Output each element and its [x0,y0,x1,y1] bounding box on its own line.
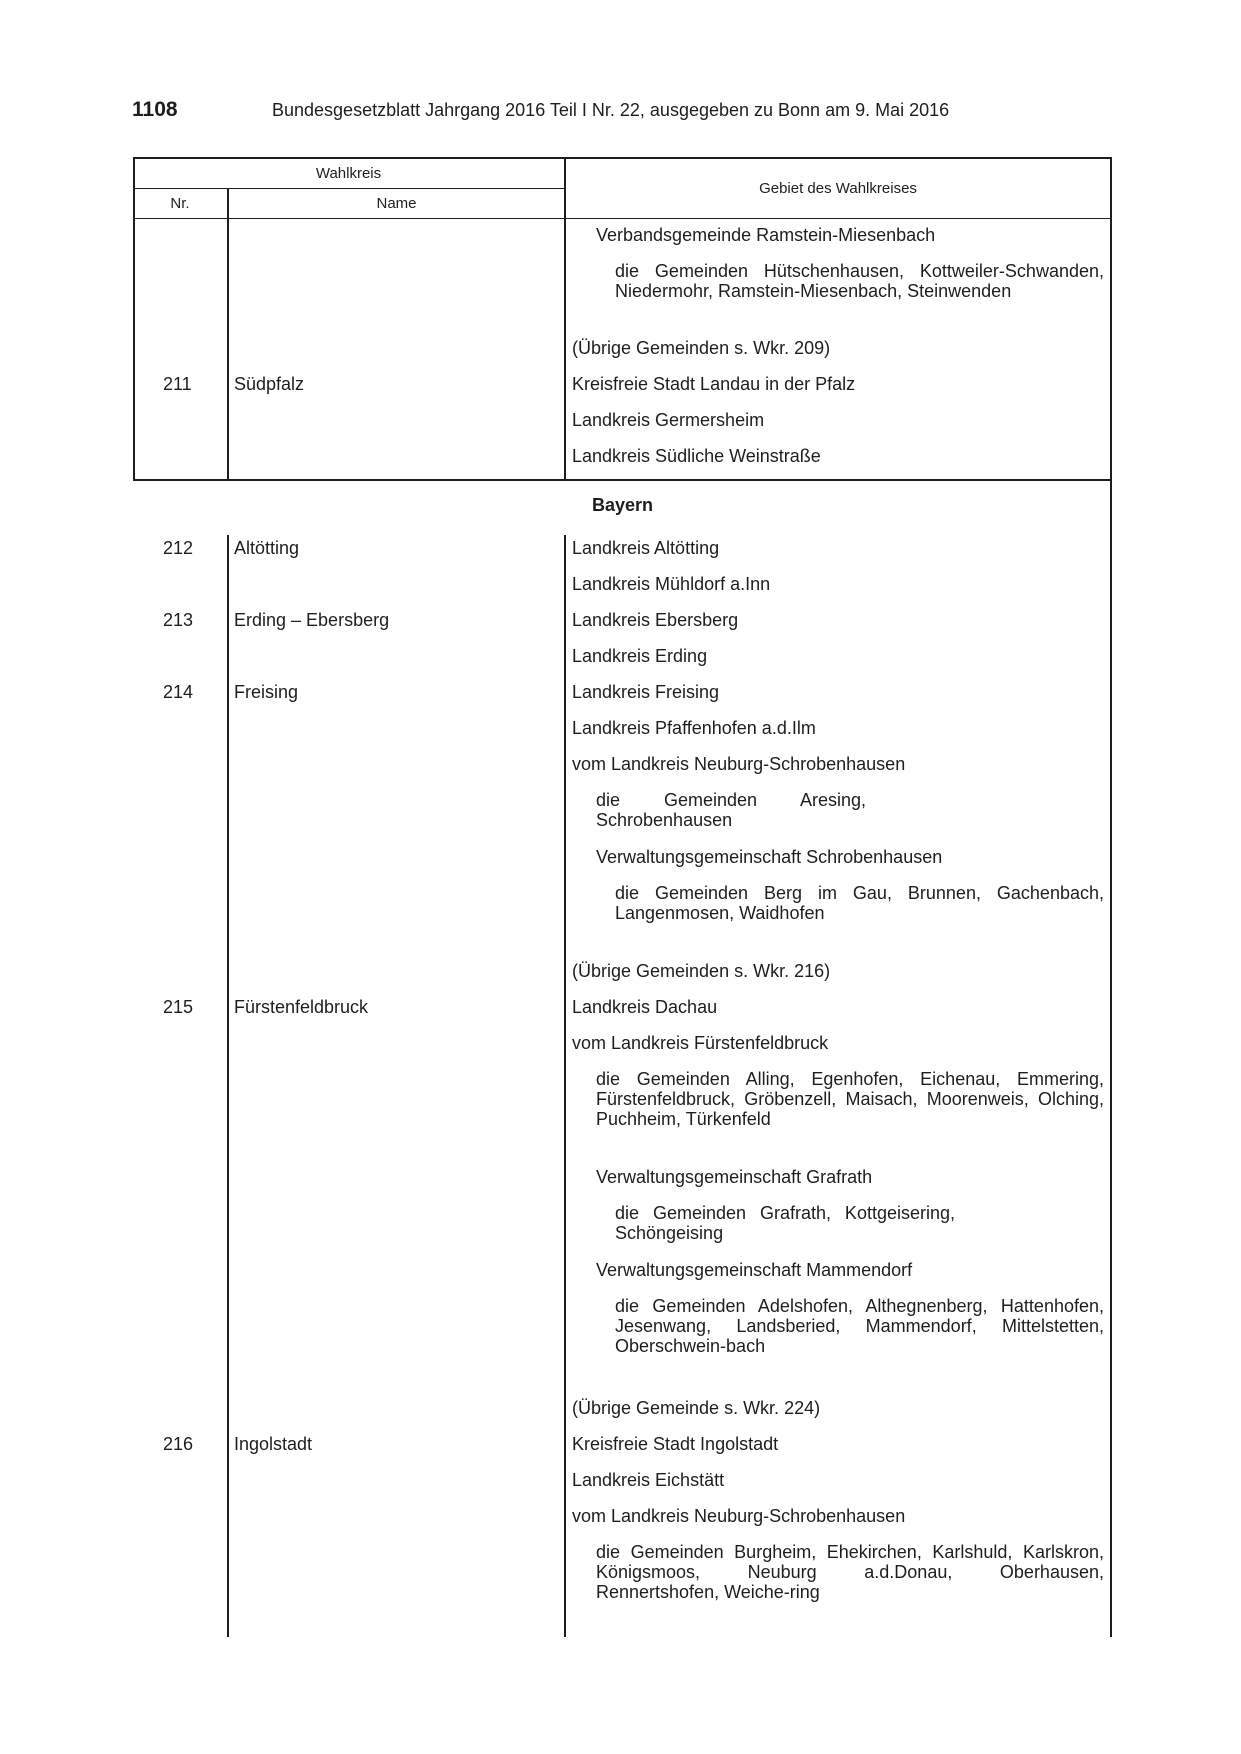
table-border-top [133,157,1112,159]
area-line: Verbandsgemeinde Ramstein-Miesenbach [596,225,936,245]
header-wahlkreis: Wahlkreis [315,165,382,182]
area-line: Kreisfreie Stadt Ingolstadt [572,1434,779,1454]
area-line: Landkreis Germersheim [572,410,765,430]
name-divider-top [564,157,566,480]
row-214-name: Freising [234,682,299,702]
area-line: vom Landkreis Fürstenfeldbruck [572,1033,829,1053]
nr-divider-bottom [227,535,229,1637]
header-area: Gebiet des Wahlkreises [759,180,917,197]
area-line: Landkreis Eichstätt [572,1470,725,1490]
area-line: Landkreis Ebersberg [572,610,739,630]
area-line: Landkreis Altötting [572,538,720,558]
page-number: 1108 [132,98,178,121]
row-213-nr: 213 [163,610,194,630]
table-border-right [1110,157,1112,1637]
area-line: Kreisfreie Stadt Landau in der Pfalz [572,374,856,394]
row-211-name: Südpfalz [234,374,305,394]
section-divider-line [133,479,1112,481]
header-bottom-line [133,218,1112,219]
area-line: Landkreis Dachau [572,997,718,1017]
area-line: Landkreis Freising [572,682,720,702]
constituency-table [133,157,1112,1637]
area-line: Landkreis Pfaffenhofen a.d.Ilm [572,718,816,738]
area-line: Verwaltungsgemeinschaft Mammendorf [596,1260,913,1280]
area-line: vom Landkreis Neuburg-Schrobenhausen [572,1506,906,1526]
row-215-nr: 215 [163,997,194,1017]
running-head: Bundesgesetzblatt Jahrgang 2016 Teil I Nr. 22, ausgegeben zu Bonn am 9. Mai 2016 [272,100,950,120]
area-line: (Übrige Gemeinde s. Wkr. 224) [572,1398,821,1418]
area-line: die Gemeinden Burgheim, Ehekirchen, Karlshuld, Karlskron, Königsmoos, Neuburg a.d.Donau, Oberhausen, Rennertshofen, Weiche-ring [596,1542,1104,1602]
row-212-nr: 212 [163,538,194,558]
row-212-name: Altötting [234,538,300,558]
row-213-name: Erding – Ebersberg [234,610,390,630]
area-line: Landkreis Erding [572,646,708,666]
header-nr: Nr. [170,195,190,212]
area-line: die Gemeinden Hütschenhausen, Kottweiler-Schwanden, Niedermohr, Ramstein-Miesenbach, Steinwenden [615,261,1104,301]
area-line: (Übrige Gemeinden s. Wkr. 209) [572,338,831,358]
area-line: (Übrige Gemeinden s. Wkr. 216) [572,961,831,981]
row-216-nr: 216 [163,1434,194,1454]
area-line: die Gemeinden Alling, Egenhofen, Eichenau, Emmering, Fürstenfeldbruck, Gröbenzell, Maisach, Moorenweis, Olching, Puchheim, Türkenfeld [596,1069,1104,1129]
area-line: Verwaltungsgemeinschaft Schrobenhausen [596,847,943,867]
area-line: die Gemeinden Adelshofen, Althegnenberg, Hattenhofen, Jesenwang, Landsberied, Mammendorf, Mittelstetten, Oberschwein-bach [615,1296,1104,1356]
area-line: die Gemeinden Aresing, Schrobenhausen [596,790,866,830]
area-line: Landkreis Mühldorf a.Inn [572,574,771,594]
row-216-name: Ingolstadt [234,1434,313,1454]
area-line: Landkreis Südliche Weinstraße [572,446,821,466]
state-heading-bayern: Bayern [591,495,654,515]
area-line: die Gemeinden Grafrath, Kottgeisering, Schöngeising [615,1203,955,1243]
area-line: Verwaltungsgemeinschaft Grafrath [596,1167,873,1187]
header-mid-line [133,188,566,189]
nr-divider-top [227,188,229,480]
area-line: vom Landkreis Neuburg-Schrobenhausen [572,754,906,774]
header-name: Name [376,195,417,212]
row-214-nr: 214 [163,682,194,702]
row-215-name: Fürstenfeldbruck [234,997,369,1017]
name-divider-bottom [564,535,566,1637]
area-line: die Gemeinden Berg im Gau, Brunnen, Gachenbach, Langenmosen, Waidhofen [615,883,1104,923]
row-211-nr: 211 [163,374,192,394]
